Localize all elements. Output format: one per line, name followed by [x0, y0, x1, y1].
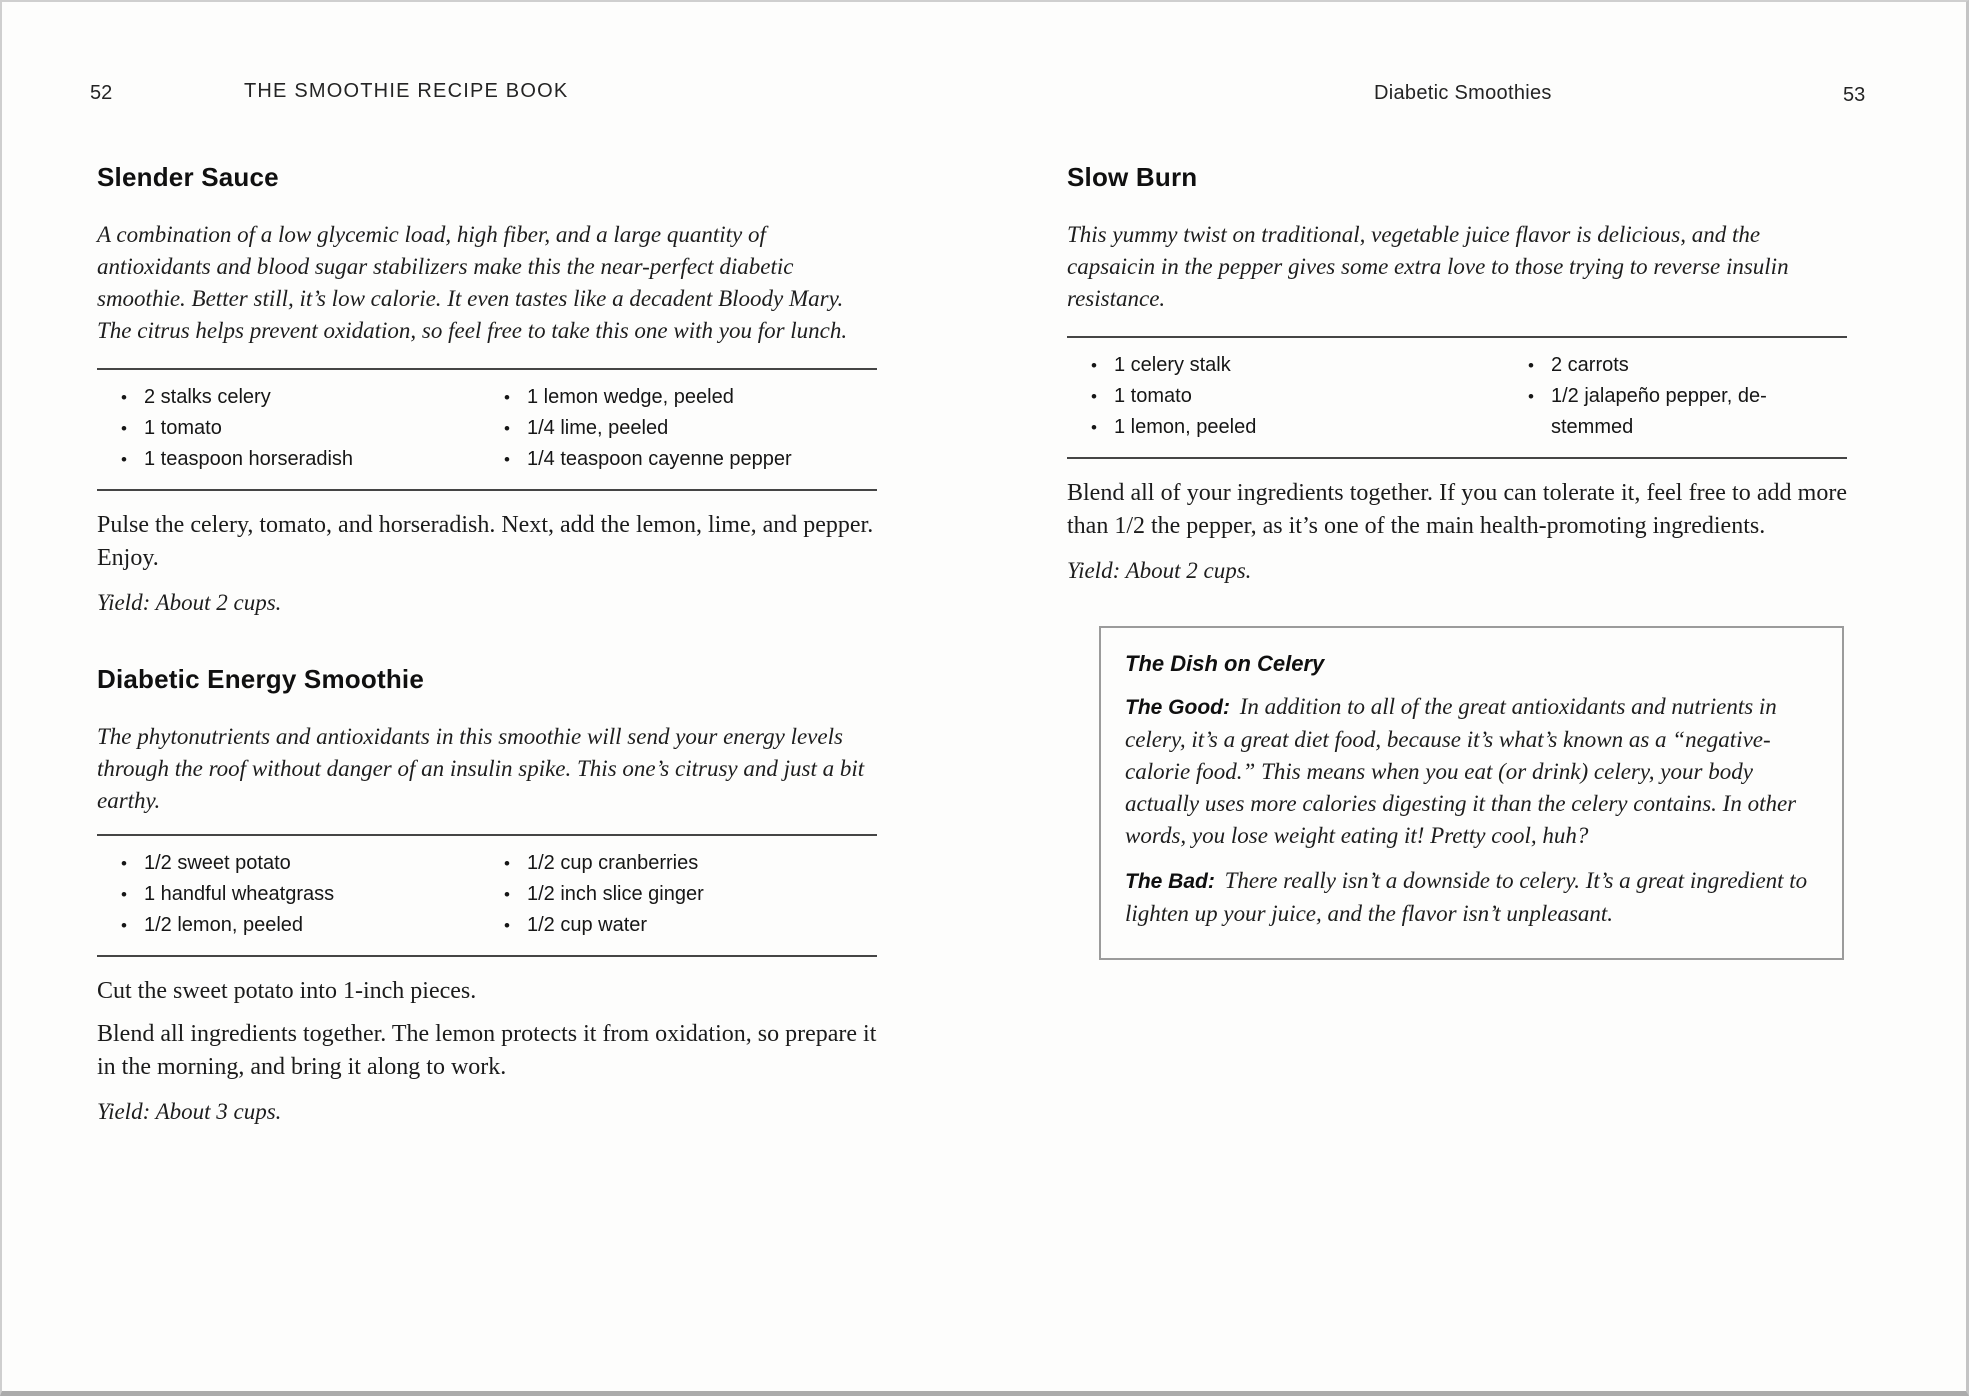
ingredient-item: • 1 lemon wedge, peeled: [480, 382, 877, 413]
ingredient-item: • 1 handful wheatgrass: [97, 879, 480, 910]
page-number-left: 52: [90, 82, 113, 104]
right-page: [1067, 160, 1847, 960]
recipe-steps: Blend all of your ingredients together. If you can tolerate it, feel free to add more than 1/2 the pepper, as it’s one of the main health-promoting ingredients.: [1067, 480, 1847, 539]
ingredient-item: • 1 tomato: [1067, 381, 1504, 412]
running-head-right: Diabetic Smoothies: [1374, 82, 1552, 104]
ingredient-item: • 2 stalks celery: [97, 382, 480, 413]
ingredient-list: [97, 836, 877, 955]
recipe-yield: Yield: About 2 cups.: [1067, 558, 1252, 583]
sidebar-paragraph: [1125, 865, 1816, 930]
ingredient-column-right: [480, 848, 877, 941]
recipe-title: Slender Sauce: [97, 162, 279, 192]
recipe-steps: Cut the sweet potato into 1-inch pieces.: [97, 978, 477, 1004]
ingredient-column-right: [1504, 350, 1847, 443]
ingredient-item: • 1 celery stalk: [1067, 350, 1504, 381]
ingredient-column-right: [480, 382, 877, 475]
sidebar-text: There really isn’t a downside to celery. It’s a great ingredient to lighten up your juice, and the flavor isn’t unpleasant.: [1125, 868, 1808, 926]
recipe-description: A combination of a low glycemic load, high fiber, and a large quantity of antioxidants and blood sugar stabilizers make this the near-perfect diabetic smoothie. Better still, it’s low calorie. It even tastes like a decadent Bloody Mary. The citrus helps prevent oxidation, so feel free to take this one with you for lunch.: [97, 222, 848, 343]
recipe-description: The phytonutrients and antioxidants in this smoothie will send your energy levels through the roof without danger of an insulin spike. This one’s citrusy and just a bit earthy.: [97, 724, 865, 813]
ingredient-column-left: [97, 848, 480, 941]
ingredient-item: • 1/4 teaspoon cayenne pepper: [480, 444, 877, 475]
ingredient-item: • 1/2 jalapeño pepper, de-stemmed: [1504, 381, 1847, 443]
ingredient-item: • 1/4 lime, peeled: [480, 413, 877, 444]
ingredient-item: • 1/2 cup water: [480, 910, 877, 941]
recipe-description: This yummy twist on traditional, vegetable juice flavor is delicious, and the capsaicin in the pepper gives some extra love to those trying to reverse insulin resistance.: [1067, 222, 1789, 311]
sidebar-label-bad: The Bad:: [1125, 870, 1215, 893]
ingredient-item: • 2 carrots: [1504, 350, 1847, 381]
ingredient-column-left: [97, 382, 480, 475]
ingredient-list: [1067, 338, 1847, 457]
sidebar-text: In addition to all of the great antioxidants and nutrients in celery, it’s a great diet food, because it’s what’s known as a “negative-calorie food.” This means when you eat (or drink) celery, your body actually uses more calories digesting it than the celery contains. In other words, you lose weight eating it! Pretty cool, huh?: [1125, 694, 1797, 848]
left-page: [97, 160, 877, 1127]
ingredient-item: • 1 tomato: [97, 413, 480, 444]
ingredient-list: [97, 370, 877, 489]
ingredient-item: • 1/2 lemon, peeled: [97, 910, 480, 941]
sidebar-title: The Dish on Celery: [1125, 651, 1325, 676]
sidebar-paragraph: [1125, 691, 1816, 852]
ingredient-item: • 1 lemon, peeled: [1067, 412, 1504, 443]
ingredient-item: • 1 teaspoon horseradish: [97, 444, 480, 475]
separator-rule: [1067, 457, 1847, 459]
ingredient-item: • 1/2 cup cranberries: [480, 848, 877, 879]
recipe-yield: Yield: About 3 cups.: [97, 1099, 282, 1124]
recipe-title: Diabetic Energy Smoothie: [97, 664, 424, 694]
sidebar-label-good: The Good:: [1125, 696, 1230, 719]
recipe-yield: Yield: About 2 cups.: [97, 590, 282, 615]
recipe-steps: Pulse the celery, tomato, and horseradish. Next, add the lemon, lime, and pepper. Enjoy.: [97, 512, 874, 571]
recipe-title: Slow Burn: [1067, 162, 1198, 192]
running-head-left: THE SMOOTHIE RECIPE BOOK: [244, 80, 569, 102]
recipe-steps: Blend all ingredients together. The lemon protects it from oxidation, so prepare it in the morning, and bring it along to work.: [97, 1021, 877, 1080]
sidebar-box: [1099, 626, 1844, 960]
page-number-right: 53: [1843, 84, 1866, 106]
ingredient-item: • 1/2 sweet potato: [97, 848, 480, 879]
separator-rule: [97, 955, 877, 957]
separator-rule: [97, 489, 877, 491]
ingredient-item: • 1/2 inch slice ginger: [480, 879, 877, 910]
ingredient-column-left: [1067, 350, 1504, 443]
